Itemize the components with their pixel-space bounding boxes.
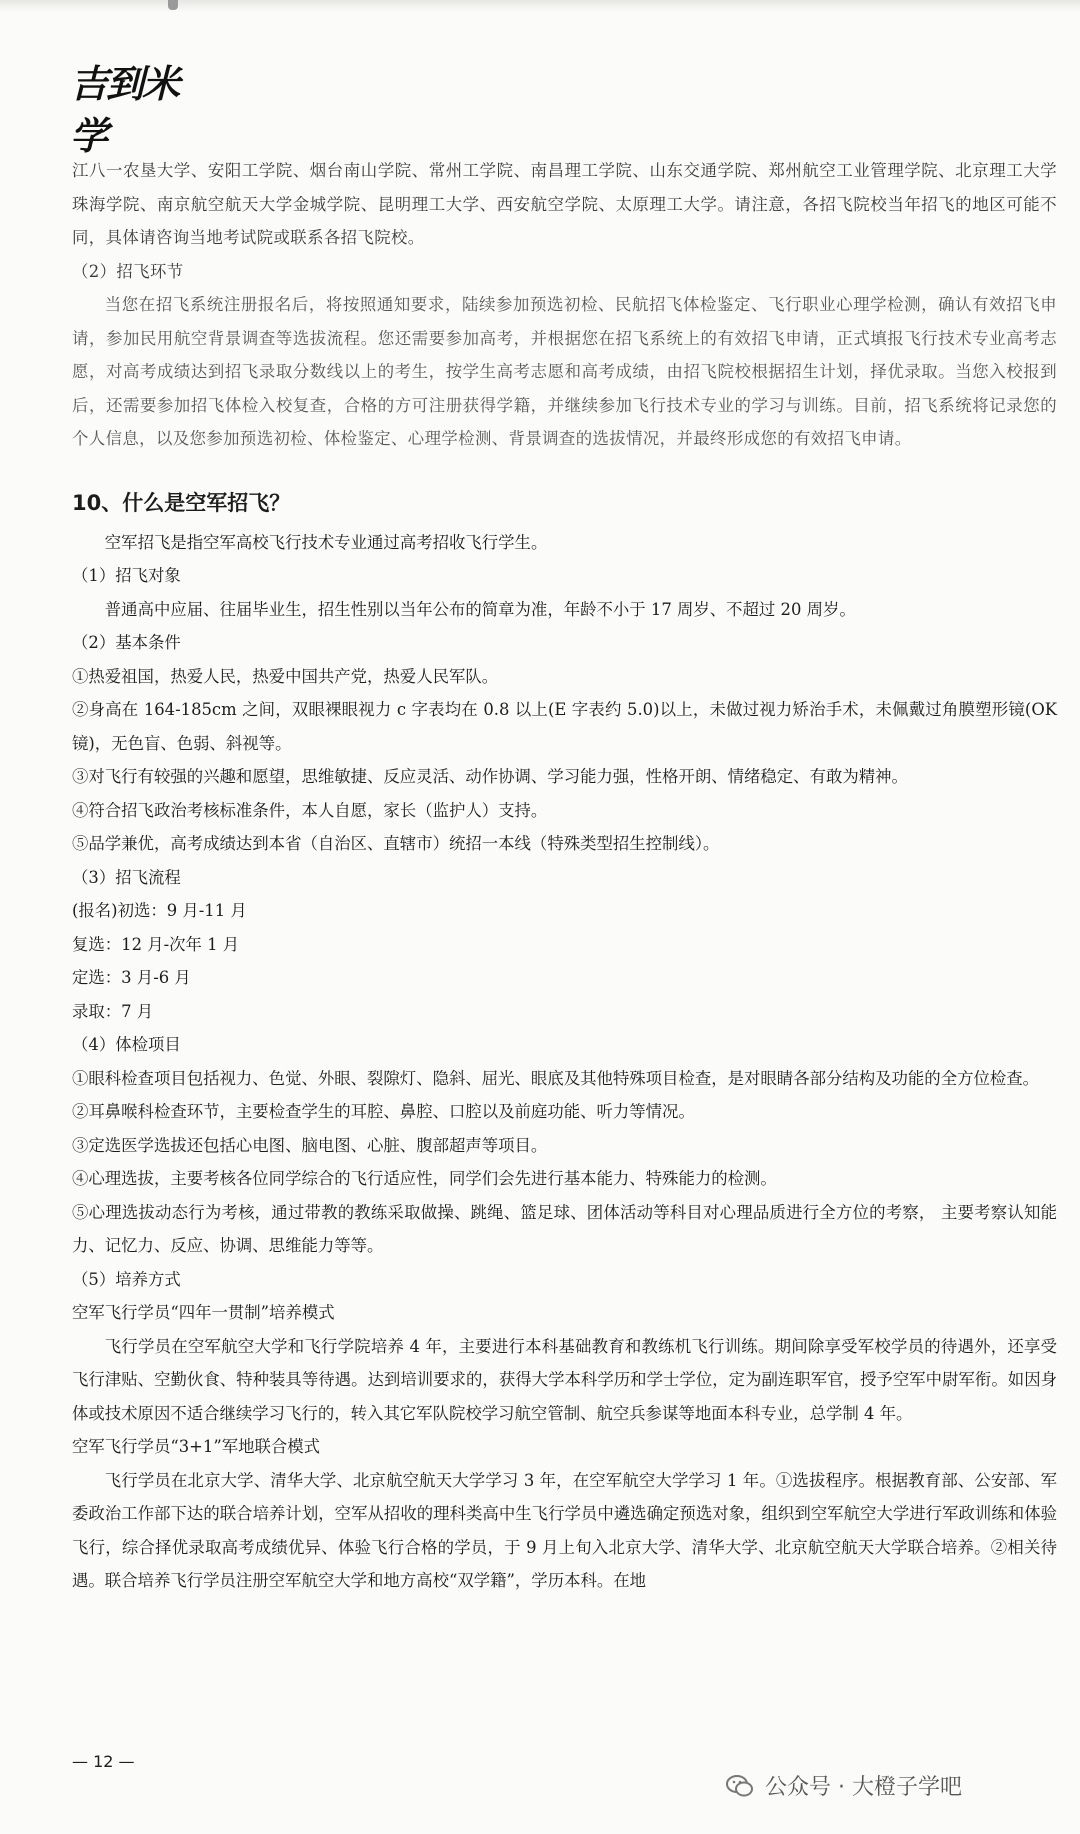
wechat-icon [725, 1771, 755, 1801]
exam-item: ③定选医学选拔还包括心电图、脑电图、心脏、腹部超声等项目。 [72, 1135, 548, 1155]
mode1-title: 空军飞行学员“四年一贯制”培养模式 [72, 1303, 335, 1322]
flow-item: 录取：7 月 [72, 1001, 154, 1021]
document-body [72, 154, 1057, 1598]
basic-item: ④符合招飞政治考核标准条件，本人自愿，家长（监护人）支持。 [72, 800, 548, 820]
basic-item: ③对飞行有较强的兴趣和愿望，思维敏捷、反应灵活、动作协调、学习能力强，性格开朗、情绪稳定、有敢为精神。 [72, 767, 908, 786]
flow-title: （3）招飞流程 [72, 867, 181, 887]
mode2-title: 空军飞行学员“3+1”军地联合模式 [72, 1437, 321, 1456]
intro-schools: 江八一农垦大学、安阳工学院、烟台南山学院、常州工学院、南昌理工学院、山东交通学院、郑州航空工业管理学院、北京理工大学珠海学院、南京航空航天大学金城学院、昆明理工大学、西安航空学院、太原理工大学。请注意，各招飞院校当年招飞的地区可能不同，具体请咨询当地考试院或联系各招飞院校。 [72, 161, 1057, 247]
exam-title: （4）体检项目 [72, 1035, 181, 1054]
exam-item: ④心理选拔，主要考核各位同学综合的飞行适应性，同学们会先进行基本能力、特殊能力的检测。 [72, 1169, 777, 1188]
train-title: （5）培养方式 [72, 1269, 181, 1289]
scan-mark [168, 0, 178, 10]
section-definition: 空军招飞是指空军高校飞行技术专业通过高考招收飞行学生。 [104, 532, 548, 552]
mode2-text: 飞行学员在北京大学、清华大学、北京航空航天大学学习 3 年，在空军航空大学学习 1 年。①选拔程序。根据教育部、公安部、军委政治工作部下达的联合培养计划，空军从招收的理科类高中生飞行学员中遴选确定预选对象，组织到空军航空大学进行军政训练和体验飞行，综合择优录取高考成绩优异、体验飞行合格的学员，于 9 月上旬入北京大学、清华大学、北京航空航天大学联合培养。②相关待遇。联合培养飞行学员注册空军航空大学和地方高校“双学籍”，学历本科。在地 [72, 1470, 1057, 1590]
flow-item: (报名)初选：9 月-11 月 [72, 901, 247, 920]
section-title: 10、什么是空军招飞？ [72, 490, 291, 515]
target-text: 普通高中应届、往届毕业生，招生性别以当年公布的简章为准，年龄不小于 17 周岁、不超过 20 周岁。 [104, 599, 856, 619]
brand-logo-text: 吉到米学 [70, 61, 179, 158]
mode1-text: 飞行学员在空军航空大学和飞行学院培养 4 年，主要进行本科基础教育和教练机飞行训练。期间除享受军校学员的待遇外，还享受飞行津贴、空勤伙食、特种装具等待遇。达到培训要求的，获得大学本科学历和学士学位，定为副连职军官，授予空军中尉军衔。如因身体或技术原因不适合继续学习飞行的，转入其它军队院校学习航空管制、航空兵参谋等地面本科专业，总学制 4 年。 [72, 1336, 1057, 1423]
intro-subtitle: （2）招飞环节 [72, 261, 184, 281]
flow-item: 定选：3 月-6 月 [72, 968, 191, 987]
target-title: （1）招飞对象 [72, 566, 181, 585]
brand-logo [70, 58, 190, 158]
basic-title: （2）基本条件 [72, 633, 181, 652]
flow-item: 复选：12 月-次年 1 月 [72, 934, 240, 954]
page-top-shadow [0, 0, 1080, 12]
wechat-watermark [725, 1770, 962, 1801]
intro-process: 当您在招飞系统注册报名后，将按照通知要求，陆续参加预选初检、民航招飞体检鉴定、飞行职业心理学检测，确认有效招飞申请，参加民用航空背景调查等选拔流程。您还需要参加高考，并根据您在招飞系统上的有效招飞申请，正式填报飞行技术专业高考志愿，对高考成绩达到招飞录取分数线以上的考生，按学生高考志愿和高考成绩，由招飞院校根据招生计划，择优录取。当您入校报到后，还需要参加招飞体检入校复查，合格的方可注册获得学籍，并继续参加飞行技术专业的学习与训练。目前，招飞系统将记录您的个人信息，以及您参加预选初检、体检鉴定、心理学检测、背景调查的选拔情况，并最终形成您的有效招飞申请。 [72, 295, 1057, 448]
basic-item: ①热爱祖国，热爱人民，热爱中国共产党，热爱人民军队。 [72, 666, 499, 686]
exam-item: ②耳鼻喉科检查环节，主要检查学生的耳腔、鼻腔、口腔以及前庭功能、听力等情况。 [72, 1102, 695, 1121]
exam-item: ⑤心理选拔动态行为考核，通过带教的教练采取做操、跳绳、篮足球、团体活动等科目对心理品质进行全方位的考察， 主要考察认知能力、记忆力、反应、协调、思维能力等等。 [72, 1202, 1057, 1255]
basic-item: ⑤品学兼优，高考成绩达到本省（自治区、直辖市）统招一本线（特殊类型招生控制线）。 [72, 834, 720, 853]
exam-item: ①眼科检查项目包括视力、色觉、外眼、裂隙灯、隐斜、屈光、眼底及其他特殊项目检查，是对眼睛各部分结构及功能的全方位检查。 [72, 1068, 1040, 1088]
basic-item: ②身高在 164-185cm 之间，双眼裸眼视力 c 字表均在 0.8 以上(E 字表约 5.0)以上，未做过视力矫治手术，未佩戴过角膜塑形镜(OK 镜)，无色盲、色弱、斜视等。 [72, 700, 1057, 753]
watermark-text: 公众号 · 大橙子学吧 [765, 1775, 962, 1800]
page-number: — 12 — [72, 1752, 135, 1771]
